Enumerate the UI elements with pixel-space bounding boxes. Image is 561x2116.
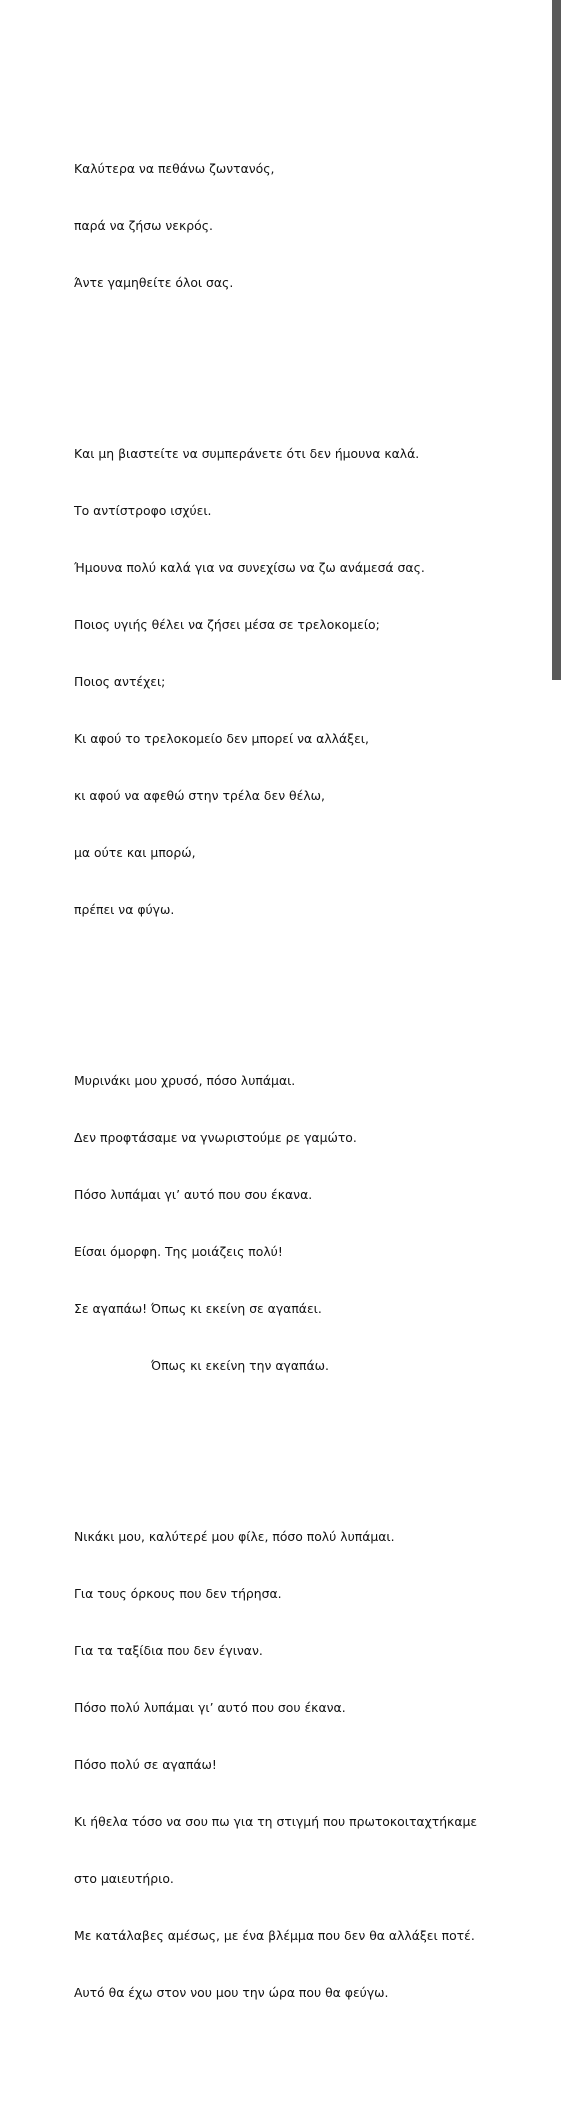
text-line-indented: Όπως κι εκείνη την αγαπάω. (151, 1358, 329, 1373)
stanza-3 (74, 1033, 477, 1413)
text-line: κι αφού να αφεθώ στην τρέλα δεν θέλω, (74, 788, 325, 803)
text-line: Είσαι όμορφη. Της μοιάζεις πολύ! (74, 1244, 283, 1259)
document-body (74, 64, 477, 2116)
text-line: μα ούτε και μπορώ, (74, 845, 196, 860)
text-line: Με κατάλαβες αμέσως, με ένα βλέμμα που δεν θα αλλάξει ποτέ. (74, 1928, 475, 1943)
text-line: Κι αφού το τρελοκομείο δεν μπορεί να αλλάξει, (74, 731, 369, 746)
text-line: Ποιος υγιής θέλει να ζήσει μέσα σε τρελοκομείο; (74, 617, 380, 632)
text-line: Για τους όρκους που δεν τήρησα. (74, 1586, 282, 1601)
text-line: Νικάκι μου, καλύτερέ μου φίλε, πόσο πολύ λυπάμαι. (74, 1529, 395, 1544)
text-line: Πόσο λυπάμαι γι’ αυτό που σου έκανα. (74, 1187, 313, 1202)
text-line: Ήμουνα πολύ καλά για να συνεχίσω να ζω ανάμεσά σας. (74, 560, 425, 575)
text-line: Καλύτερα να πεθάνω ζωντανός, (74, 161, 275, 176)
stanza-2 (74, 406, 477, 957)
page-edge-shadow (552, 0, 561, 680)
text-line: Κι ήθελα τόσο να σου πω για τη στιγμή που πρωτοκοιταχτήκαμε (74, 1814, 478, 1829)
stanza-4 (74, 1489, 477, 2040)
text-line: Μυρινάκι μου χρυσό, πόσο λυπάμαι. (74, 1073, 296, 1088)
text-line: Σε αγαπάω! Όπως κι εκείνη σε αγαπάει. (74, 1301, 322, 1316)
text-line: Το αντίστροφο ισχύει. (74, 503, 212, 518)
text-line: πρέπει να φύγω. (74, 902, 175, 917)
text-line: παρά να ζήσω νεκρός. (74, 218, 213, 233)
text-line: Δεν προφτάσαμε να γνωριστούμε ρε γαμώτο. (74, 1130, 357, 1145)
text-line: Και μη βιαστείτε να συμπεράνετε ότι δεν ήμουνα καλά. (74, 446, 420, 461)
stanza-1 (74, 121, 477, 330)
text-line: Πόσο πολύ λυπάμαι γι’ αυτό που σου έκανα. (74, 1700, 346, 1715)
text-line: Ποιος αντέχει; (74, 674, 166, 689)
text-line: στο μαιευτήριο. (74, 1871, 174, 1886)
text-line: Πόσο πολύ σε αγαπάω! (74, 1757, 217, 1772)
text-line: Αυτό θα έχω στον νου μου την ώρα που θα φεύγω. (74, 1985, 389, 2000)
text-line: Για τα ταξίδια που δεν έγιναν. (74, 1643, 263, 1658)
text-line: Άντε γαμηθείτε όλοι σας. (74, 275, 234, 290)
